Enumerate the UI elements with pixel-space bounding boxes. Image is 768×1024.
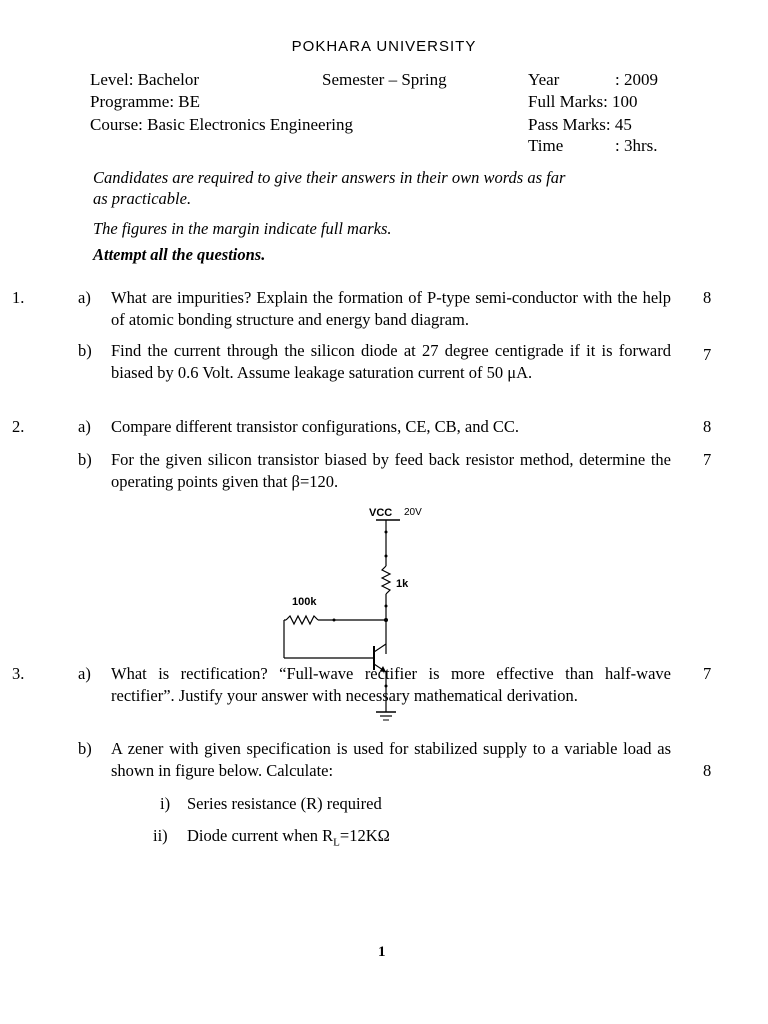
subpart-text-tail: =12KΩ (339, 826, 390, 845)
vcc-value: 20V (404, 507, 422, 518)
vcc-label: VCC (369, 507, 393, 519)
question-number: 3. (12, 664, 25, 683)
level: Level: Bachelor (90, 70, 200, 89)
node-dot (385, 531, 388, 534)
part-label: a) (78, 417, 91, 436)
course: Course: Basic Electronics Engineering (90, 115, 353, 134)
part-label: b) (78, 450, 92, 469)
subpart-label: i) (160, 794, 171, 813)
subscript: L (333, 836, 340, 849)
instruction-line-1a: Candidates are required to give their answers in their own words as far (93, 168, 566, 187)
programme: Programme: BE (90, 92, 201, 111)
part-label: b) (78, 341, 92, 360)
pass-marks: Pass Marks: 45 (528, 115, 632, 134)
marks: 8 (703, 288, 712, 307)
page-number: 1 (378, 944, 386, 960)
node-dot (333, 619, 336, 622)
subpart-label: ii) (153, 826, 168, 845)
year-label: Year (528, 70, 560, 89)
semester: Semester – Spring (322, 70, 447, 89)
question-text: Find the current through the silicon diode at 27 degree centigrade if it is forward biased by 0.6 Volt. Assume leakage saturation current of 50 μA. (111, 341, 671, 382)
time-value: : 3hrs. (615, 136, 658, 155)
rc-label: 1k (396, 578, 409, 590)
marks: 8 (703, 417, 712, 436)
question-text: For the given silicon transistor biased by feed back resistor method, determine the operating points given that β=120. (111, 450, 671, 491)
part-label: a) (78, 664, 91, 683)
subpart-text (187, 825, 390, 853)
instruction-line-1b: as practicable. (93, 189, 192, 208)
full-marks: Full Marks: 100 (528, 92, 638, 111)
transistor-collector (374, 644, 386, 652)
part-label: b) (78, 739, 92, 758)
marks: 8 (703, 761, 712, 780)
node-dot (385, 555, 388, 558)
node-dot (385, 605, 388, 608)
instruction-line-2: The figures in the margin indicate full marks. (93, 219, 392, 238)
question-text: What is rectification? “Full-wave rectifier is more effective than half-wave rectifier”. Justify your answer with necessary mathematical derivation. (111, 664, 671, 705)
subpart-text-main: Diode current when R (187, 826, 334, 845)
rb-label: 100k (292, 596, 317, 608)
question-text: What are impurities? Explain the formation of P-type semi-conductor with the help of atomic bonding structure and energy band diagram. (111, 288, 671, 329)
instruction-line-3: Attempt all the questions. (93, 245, 266, 264)
marks: 7 (703, 664, 712, 683)
collector-resistor (382, 566, 390, 594)
marks: 7 (703, 345, 712, 364)
question-number: 1. (12, 288, 25, 307)
question-text: Compare different transistor configurations, CE, CB, and CC. (111, 417, 520, 436)
subpart-text: Series resistance (R) required (187, 794, 382, 813)
question-number: 2. (12, 417, 25, 436)
question-text: A zener with given specification is used for stabilized supply to a variable load as shown in figure below. Calculate: (111, 739, 671, 780)
university-title: POKHARA UNIVERSITY (291, 38, 477, 55)
time-label: Time (528, 136, 564, 155)
year-value: : 2009 (615, 70, 658, 89)
part-label: a) (78, 288, 91, 307)
marks: 7 (703, 450, 712, 469)
